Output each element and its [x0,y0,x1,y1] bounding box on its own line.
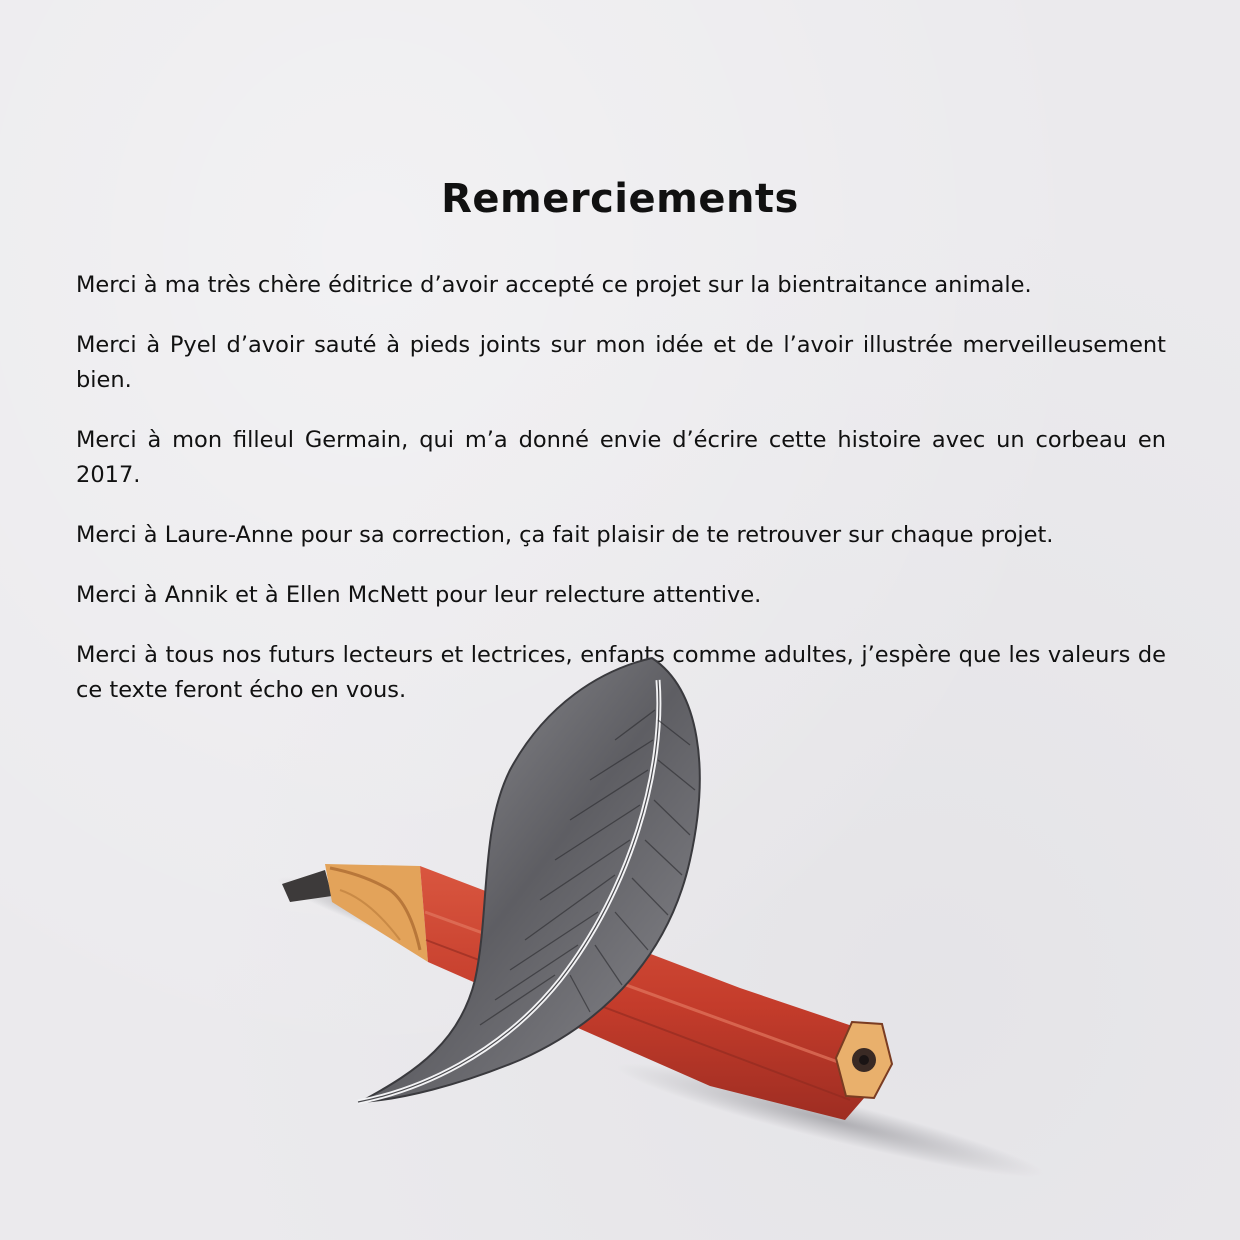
feather-and-pencil-illustration [270,650,1050,1190]
paragraph-2: Merci à Pyel d’avoir sauté à pieds joints sur mon idée et de l’avoir illustrée merveilleusement bien. [76,332,1166,393]
paragraph-6: Merci à tous nos futurs lecteurs et lectrices, enfants comme adultes, j’espère que les valeurs de ce texte feront écho en vous. [76,642,1166,703]
paragraph-4: Merci à Laure-Anne pour sa correction, ça fait plaisir de te retrouver sur chaque projet. [76,522,1054,548]
page-title: Remerciements [441,176,799,222]
paragraph-5: Merci à Annik et à Ellen McNett pour leur relecture attentive. [76,582,762,608]
paragraph-3: Merci à mon filleul Germain, qui m’a donné envie d’écrire cette histoire avec un corbeau en 2017. [76,427,1166,488]
paragraph-1: Merci à ma très chère éditrice d’avoir accepté ce projet sur la bientraitance animale. [76,272,1032,298]
